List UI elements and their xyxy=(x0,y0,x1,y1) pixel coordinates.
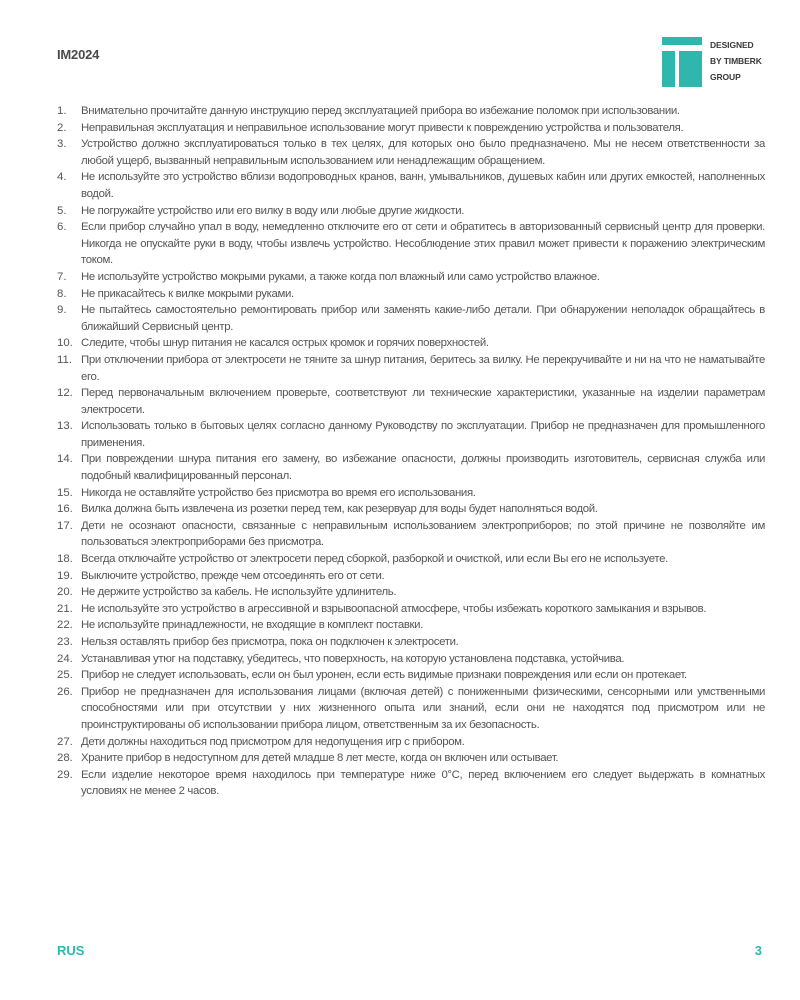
instruction-item xyxy=(57,302,765,335)
instruction-item xyxy=(57,136,765,169)
safety-instructions-list xyxy=(57,103,765,800)
instruction-text: Устройство должно эксплуатироваться только в тех целях, для которых оно было предназначено. Мы не несем ответственности за любой ущерб, вызванный неправильным использованием или ненадлежащим обращением. xyxy=(81,138,765,167)
instruction-item xyxy=(57,568,765,585)
instruction-item xyxy=(57,601,765,618)
instruction-text: Прибор не следует использовать, если он был уронен, если есть видимые признаки повреждения или если он протекает. xyxy=(81,669,687,682)
instruction-text: Устанавливая утюг на подставку, убедитесь, что поверхность, на которую установлена подставка, устойчива. xyxy=(81,652,625,665)
instruction-number: 29. xyxy=(57,768,73,781)
instruction-number: 27. xyxy=(57,735,73,748)
instruction-text: Дети должны находиться под присмотром для недопущения игр с прибором. xyxy=(81,735,465,748)
instruction-item xyxy=(57,584,765,601)
instruction-number: 28. xyxy=(57,752,73,765)
logo-bar-shape xyxy=(662,37,702,45)
instruction-text: Храните прибор в недоступном для детей младше 8 лет месте, когда он включен или остывает. xyxy=(81,752,559,765)
instruction-number: 9. xyxy=(57,304,67,317)
instruction-number: 14. xyxy=(57,453,73,466)
instruction-item xyxy=(57,352,765,385)
logo-line-1: DESIGNED xyxy=(710,40,754,50)
instruction-text: Использовать только в бытовых целях согласно данному Руководству по эксплуатации. Прибор не предназначен для промышленного применения. xyxy=(81,420,765,449)
instruction-text: Не используйте это устройство в агрессивной и взрывоопасной атмосфере, чтобы избежать короткого замыкания и взрывов. xyxy=(81,602,707,615)
instruction-number: 25. xyxy=(57,669,73,682)
instruction-text: Не погружайте устройство или его вилку в воду или любые другие жидкости. xyxy=(81,204,465,217)
instruction-number: 24. xyxy=(57,652,73,665)
instruction-number: 22. xyxy=(57,619,73,632)
instruction-number: 12. xyxy=(57,387,73,400)
model-number: IM2024 xyxy=(57,47,100,62)
instruction-number: 13. xyxy=(57,420,73,433)
page-number: 3 xyxy=(754,943,762,958)
instruction-number: 17. xyxy=(57,519,73,532)
logo-line-3: GROUP xyxy=(710,72,741,82)
instruction-number: 7. xyxy=(57,270,67,283)
instruction-text: Следите, чтобы шнур питания не касался острых кромок и горячих поверхностей. xyxy=(81,337,489,350)
instruction-item xyxy=(57,451,765,484)
instruction-item xyxy=(57,103,765,120)
brand-logo xyxy=(662,37,782,87)
instruction-text: Никогда не оставляйте устройство без присмотра во время его использования. xyxy=(81,486,476,499)
instruction-number: 10. xyxy=(57,337,73,350)
instruction-item xyxy=(57,634,765,651)
instruction-number: 15. xyxy=(57,486,73,499)
instruction-number: 4. xyxy=(57,171,67,184)
language-label: RUS xyxy=(57,943,85,958)
instruction-text: Если изделие некоторое время находилось при температуре ниже 0°С, перед включением его следует выдержать в комнатных условиях не менее 2 часов. xyxy=(81,768,765,798)
instruction-text: Прибор не предназначен для использования лицами (включая детей) с пониженными физическими, сенсорными или умственными способностями или при отсутствии у них жизненного опыта или знаний, если они не находятся под присмотром или не проинструктированы об использовании прибора лицом, ответственным за их безопасность. xyxy=(81,685,765,731)
instruction-item xyxy=(57,651,765,668)
instruction-item xyxy=(57,750,765,767)
instruction-number: 5. xyxy=(57,204,67,217)
instruction-item xyxy=(57,269,765,286)
instruction-text: Выключите устройство, прежде чем отсоединять его от сети. xyxy=(81,569,385,582)
instruction-item xyxy=(57,684,765,734)
logo-line-2: BY TIMBERK xyxy=(710,56,762,66)
instruction-text: Нельзя оставлять прибор без присмотра, пока он подключен к электросети. xyxy=(81,636,459,648)
instruction-text: Дети не осознают опасности, связанные с неправильным использованием электроприборов; по этой причине не позволяйте им пользоваться электроприборами без присмотра. xyxy=(81,519,765,549)
instruction-number: 6. xyxy=(57,221,67,234)
instruction-item xyxy=(57,418,765,451)
instruction-text: Не держите устройство за кабель. Не используйте удлинитель. xyxy=(81,586,397,599)
instruction-number: 8. xyxy=(57,287,67,300)
instruction-item xyxy=(57,203,765,220)
instruction-item xyxy=(57,385,765,418)
instruction-number: 26. xyxy=(57,685,73,698)
instruction-text: Неправильная эксплуатация и неправильное использование могут привести к повреждению устройства и пользователя. xyxy=(81,121,684,134)
instruction-item xyxy=(57,120,765,137)
instruction-number: 18. xyxy=(57,553,73,566)
logo-block-right-shape xyxy=(679,51,702,87)
instruction-text: Если прибор случайно упал в воду, немедленно отключите его от сети и обратитесь в авторизованный сервисный центр для проверки. Никогда не опускайте руки в воду, чтобы извлечь устройство. Несоблюдение этих правил может привести к поражению электрическим током. xyxy=(81,221,765,267)
instruction-number: 2. xyxy=(57,121,67,134)
logo-text xyxy=(710,37,785,85)
instruction-item xyxy=(57,219,765,269)
instruction-text: Не пытайтесь самостоятельно ремонтировать прибор или заменять какие-либо детали. При обнаружении неполадок обращайтесь в ближайший Сервисный центр. xyxy=(81,304,765,333)
instruction-item xyxy=(57,286,765,303)
instruction-text: Всегда отключайте устройство от электросети перед сборкой, разборкой и очисткой, или если Вы его не используете. xyxy=(81,553,668,566)
instruction-text: Не используйте устройство мокрыми руками, а также когда пол влажный или само устройство влажное. xyxy=(81,270,600,283)
instruction-item xyxy=(57,169,765,202)
instruction-item xyxy=(57,501,765,518)
instruction-number: 20. xyxy=(57,586,73,599)
instruction-number: 1. xyxy=(57,105,67,117)
instruction-text: Не используйте это устройство вблизи водопроводных кранов, ванн, умывальников, душевых кабин или других емкостей, наполненных водой. xyxy=(81,171,765,200)
instruction-item xyxy=(57,667,765,684)
instruction-number: 19. xyxy=(57,569,73,582)
instruction-text: Перед первоначальным включением проверьте, соответствуют ли технические характеристики, указанные на изделии параметрам электросети. xyxy=(81,387,765,416)
instruction-number: 3. xyxy=(57,138,67,151)
instruction-item xyxy=(57,767,765,800)
instruction-text: Внимательно прочитайте данную инструкцию перед эксплуатацией прибора во избежание поломок при использовании. xyxy=(81,105,680,117)
instruction-item xyxy=(57,485,765,502)
instruction-text: При повреждении шнура питания его замену, во избежание опасности, должны производить изготовитель, сервисная служба или подобный квалифицированный персонал. xyxy=(81,453,765,483)
instruction-number: 21. xyxy=(57,602,73,615)
instruction-item xyxy=(57,335,765,352)
instruction-text: Не используйте принадлежности, не входящие в комплект поставки. xyxy=(81,619,424,632)
instruction-number: 23. xyxy=(57,636,73,648)
instruction-item xyxy=(57,617,765,634)
logo-block-left-shape xyxy=(662,51,675,87)
instruction-text: Не прикасайтесь к вилке мокрыми руками. xyxy=(81,287,294,300)
instruction-item xyxy=(57,551,765,568)
instruction-item xyxy=(57,734,765,751)
instruction-number: 16. xyxy=(57,503,73,516)
instruction-item xyxy=(57,518,765,551)
instruction-text: При отключении прибора от электросети не тяните за шнур питания, беритесь за вилку. Не перекручивайте и ни на что не наматывайте его. xyxy=(81,353,765,383)
instruction-number: 11. xyxy=(57,353,72,366)
instruction-text: Вилка должна быть извлечена из розетки перед тем, как резервуар для воды будет наполняться водой. xyxy=(81,503,598,516)
